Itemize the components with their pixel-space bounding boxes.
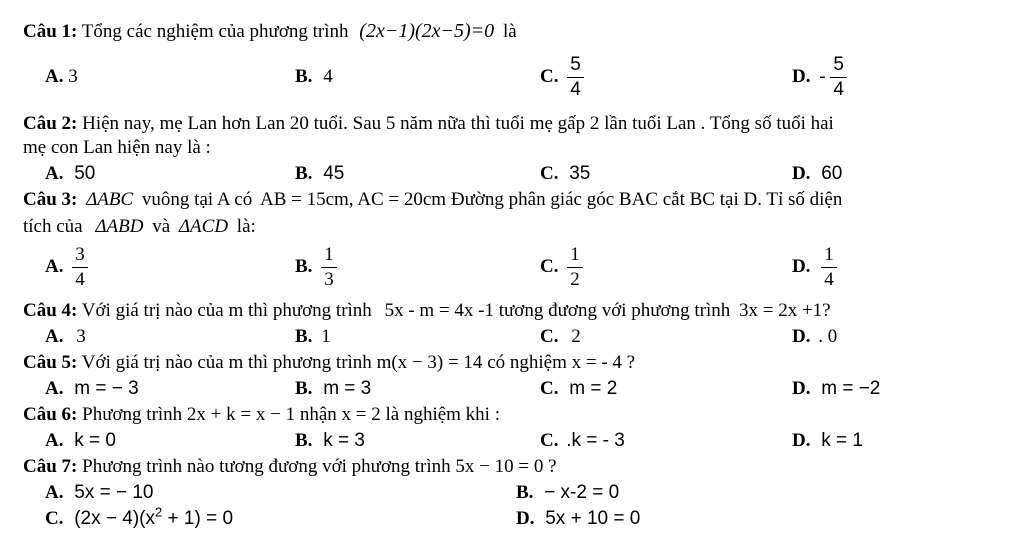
question-2-label: Câu 2: (23, 113, 78, 134)
question-2-text-line1: Hiện nay, mẹ Lan hơn Lan 20 tuổi. Sau 5 năm nữa thì tuổi mẹ gấp 2 lần tuổi Lan . Tổng số tuổi hai (82, 113, 834, 134)
q5-option-b: B. m = 3 (295, 378, 372, 399)
q5-option-d: D. m = −2 (792, 378, 881, 399)
triangle-abc: ΔABC (86, 189, 134, 210)
question-1-text: Tổng các nghiệm của phương trình (81, 21, 349, 42)
q3-option-c-fraction: $\frac{1}{2}$ (567, 244, 583, 291)
question-2-text-line2: mẹ con Lan hiện nay là : (23, 137, 211, 158)
question-1-equation: (2x−1)(2x−5)=0 (359, 20, 495, 42)
question-1-label: Câu 1: (23, 21, 78, 42)
q2-option-d: D. 60 (792, 163, 843, 184)
q7-option-c: C. $(2x - 4)(x^2 + 1) = 0$ (45, 504, 234, 529)
q3-option-a: A. $\frac{3}{4}$ (45, 244, 88, 291)
q1-option-c-fraction: $\frac{5}{4}$ (567, 54, 584, 101)
q7-option-a: A. 5x = − 10 (45, 482, 154, 503)
q3-option-b: B. $\frac{1}{3}$ (295, 244, 337, 291)
question-6-equation: 2x + k = x − 1 (186, 404, 296, 425)
question-5: Câu 5: Với giá trị nào của m thì phương trình m(x − 3) = 14 có nghiệm x = - 4 ? (23, 352, 636, 373)
question-5-equation: m(x − 3) = 14 (376, 352, 483, 373)
triangle-abd: ΔABD (95, 216, 144, 237)
q7-option-d: D. 5x + 10 = 0 (516, 508, 641, 529)
q3-option-d: D. $\frac{1}{4}$ (792, 244, 837, 291)
q4-option-a: A. 3 (45, 326, 86, 347)
question-7-label: Câu 7: (23, 456, 78, 477)
q1-option-d-fraction: $\frac{5}{4}$ (830, 54, 847, 101)
q7-option-b: B. − x-2 = 0 (516, 482, 620, 503)
q1-option-b: B. 4 (295, 66, 333, 87)
q6-option-c: C. .k = - 3 (540, 430, 625, 451)
question-3-line2: tích của ΔABD và ΔACD là: (23, 216, 256, 237)
q1-option-a-value: 3 (68, 66, 78, 87)
q5-option-c: C. m = 2 (540, 378, 618, 399)
question-4: Câu 4: Với giá trị nào của m thì phương trình 5x - m = 4x -1 tương đương với phương trình 3x = 2x +1? (23, 300, 831, 321)
question-6: Câu 6: Phương trình 2x + k = x − 1 nhận x = 2 là nghiệm khi : (23, 404, 500, 425)
q3-option-c: C. $\frac{1}{2}$ (540, 244, 583, 291)
question-4-label: Câu 4: (23, 300, 78, 321)
question-7: Câu 7: Phương trình nào tương đương với phương trình 5x − 10 = 0 ? (23, 456, 557, 477)
q2-option-a: A. 50 (45, 163, 96, 184)
question-7-equation: 5x − 10 = 0 (455, 456, 544, 477)
q4-option-c: C. 2 (540, 326, 581, 347)
question-4-equation-2: 3x = 2x +1? (739, 300, 831, 321)
question-5-label: Câu 5: (23, 352, 78, 373)
question-3-label: Câu 3: (23, 189, 78, 210)
question-2 (23, 113, 834, 135)
q6-option-b: B. k = 3 (295, 430, 365, 451)
question-2-line2 (23, 137, 211, 159)
q4-option-b: B. 1 (295, 326, 331, 347)
triangle-acd: ΔACD (178, 216, 229, 237)
question-5-root: x = - 4 (571, 352, 622, 373)
q3-option-a-fraction: $\frac{3}{4}$ (72, 244, 88, 291)
q6-option-d: D. k = 1 (792, 430, 863, 451)
q3-option-d-fraction: $\frac{1}{4}$ (821, 244, 837, 291)
q5-option-a: A. m = − 3 (45, 378, 139, 399)
q1-option-b-value: 4 (323, 66, 333, 87)
q2-option-b: B. 45 (295, 163, 345, 184)
q2-option-c: C. 35 (540, 163, 591, 184)
q3-option-b-fraction: $\frac{1}{3}$ (321, 244, 337, 291)
question-1-tail: là (502, 21, 517, 42)
question-6-root: x = 2 (341, 404, 381, 425)
question-6-label: Câu 6: (23, 404, 78, 425)
q1-option-a: A. 3 (45, 66, 78, 87)
side-lengths: AB = 15cm, AC = 20cm (259, 189, 447, 210)
q1-option-c: C. $\frac{5}{4}$ (540, 54, 584, 101)
q4-option-d: D. . 0 (792, 326, 838, 347)
question-1 (23, 20, 517, 43)
q6-option-a: A. k = 0 (45, 430, 116, 451)
q1-option-d: D. - $\frac{5}{4}$ (792, 54, 847, 101)
question-4-equation-1: 5x - m = 4x -1 (384, 300, 494, 321)
question-3: Câu 3: ΔABC vuông tại A có AB = 15cm, AC = 20cm Đường phân giác góc BAC cắt BC tại D. Tỉ số diện (23, 189, 843, 210)
